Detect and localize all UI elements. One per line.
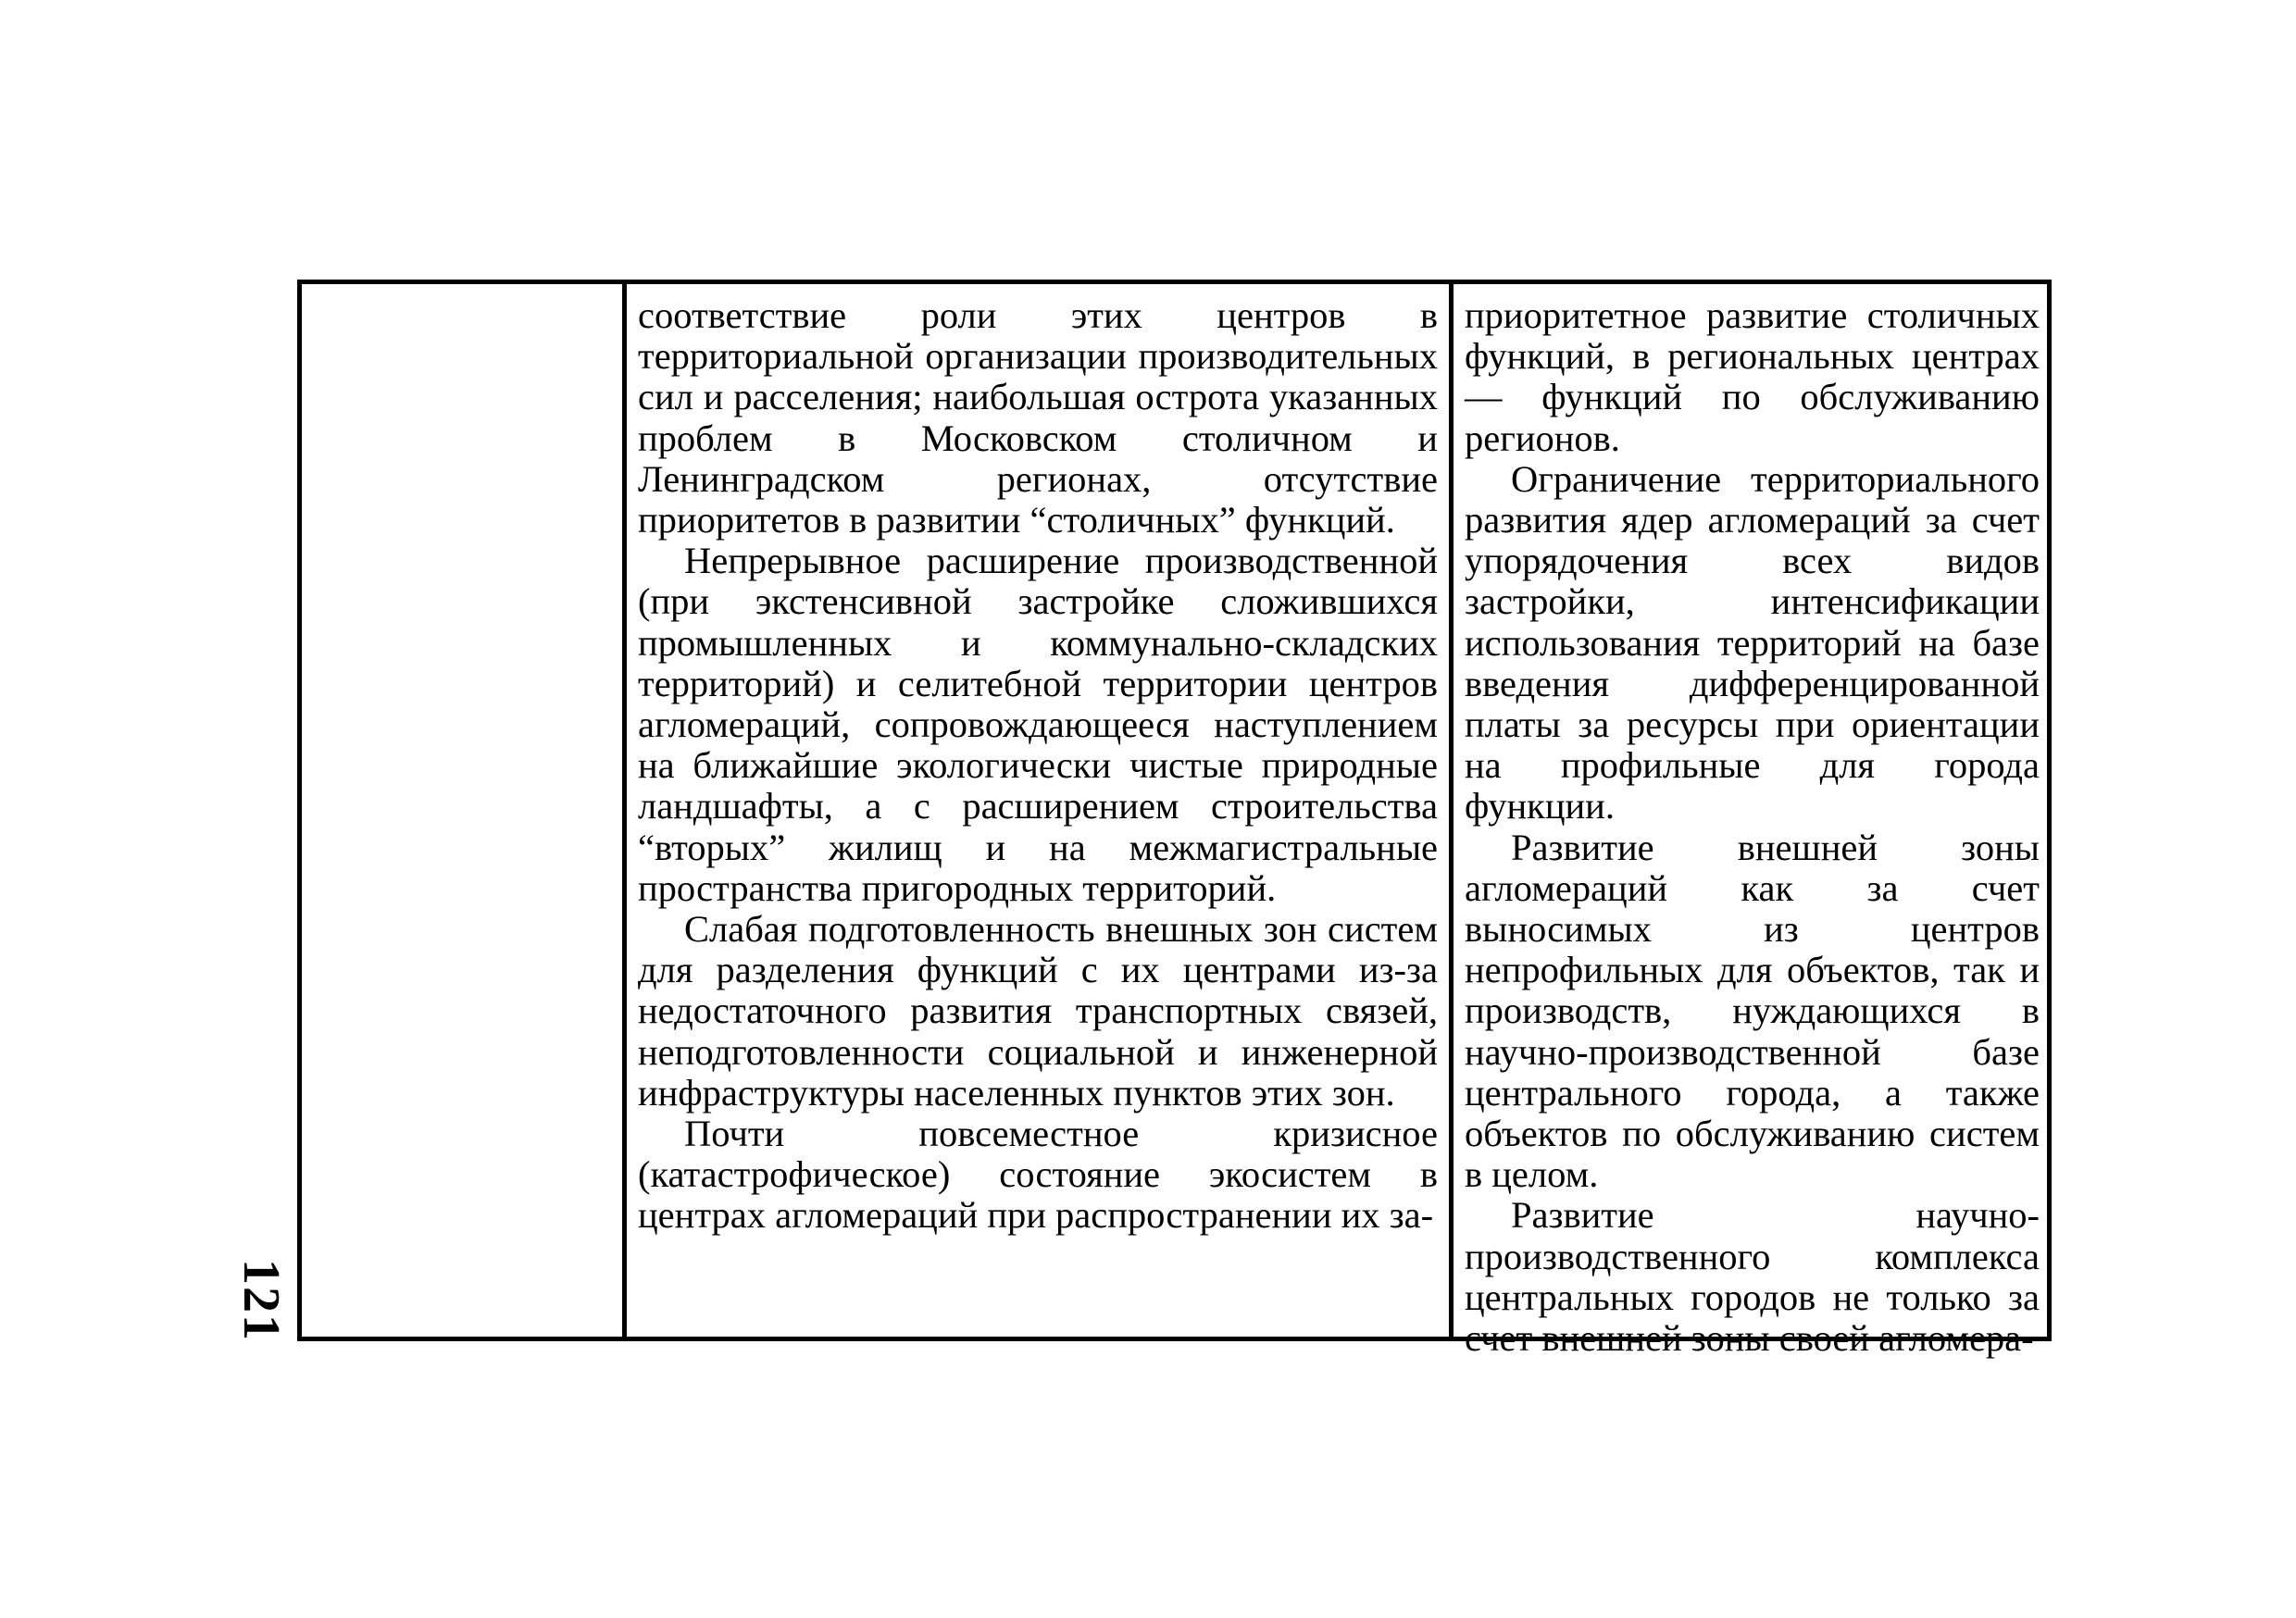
page-number: 121 [232, 1259, 290, 1342]
paragraph: Слабая подготовленность внешных зон систем для разделения функций с их центрами из-за недостаточного развития транспортных связей, неподготовленности социальной и инженерной инфраструктуры населенных пунктов этих зон. [638, 908, 1438, 1114]
paragraph: Почти повсеместное кризисное (катастрофическое) состояние экосистем в центрах агломераций при распространении их за- [638, 1113, 1438, 1237]
paragraph-continuation: приоритетное развитие столичных функций, в региональных центрах — функций по обслуживанию регионов. [1465, 294, 2040, 459]
paragraph: Ограничение территориального развития ядер агломераций за счет упорядочения всех видов застройки, интенсификации использования территорий на базе введения дифференцированной платы за ресурсы при ориентации на профильные для города функции. [1465, 457, 2040, 828]
table-cell-solutions [1454, 284, 2047, 1360]
paragraph: Развитие научно-производственного комплекса центральных городов не только за счет внешней зоны своей агломера- [1465, 1194, 2040, 1360]
paragraph: Непрерывное расширение производственной (при экстенсивной застройке сложившихся промышленных и коммунально-складских территорий) и селитебной территории центров агломераций, сопровождающееся наступлением на ближайшие экологически чистые природные ландшафты, а с расширением строительства “вторых” жилищ и на межмагистральные пространства пригородных территорий. [638, 540, 1438, 909]
table-cell-problems [627, 284, 1454, 1337]
document-table [297, 280, 2052, 1360]
paragraph: Развитие внешней зоны агломераций как за счет выносимых из центров непрофильных для объектов, так и производств, нуждающихся в научно-производственной базе центрального города, а также объектов по обслуживанию систем в целом. [1465, 826, 2040, 1196]
paragraph-continuation: соответствие роли этих центров в территориальной организации производительных сил и расселения; наибольшая острота указанных проблем в Московском столичном и Ленинградском регионах, отсутствие приоритетов в развитии “столичных” функций. [638, 294, 1438, 541]
table-cell-left [302, 284, 627, 1337]
